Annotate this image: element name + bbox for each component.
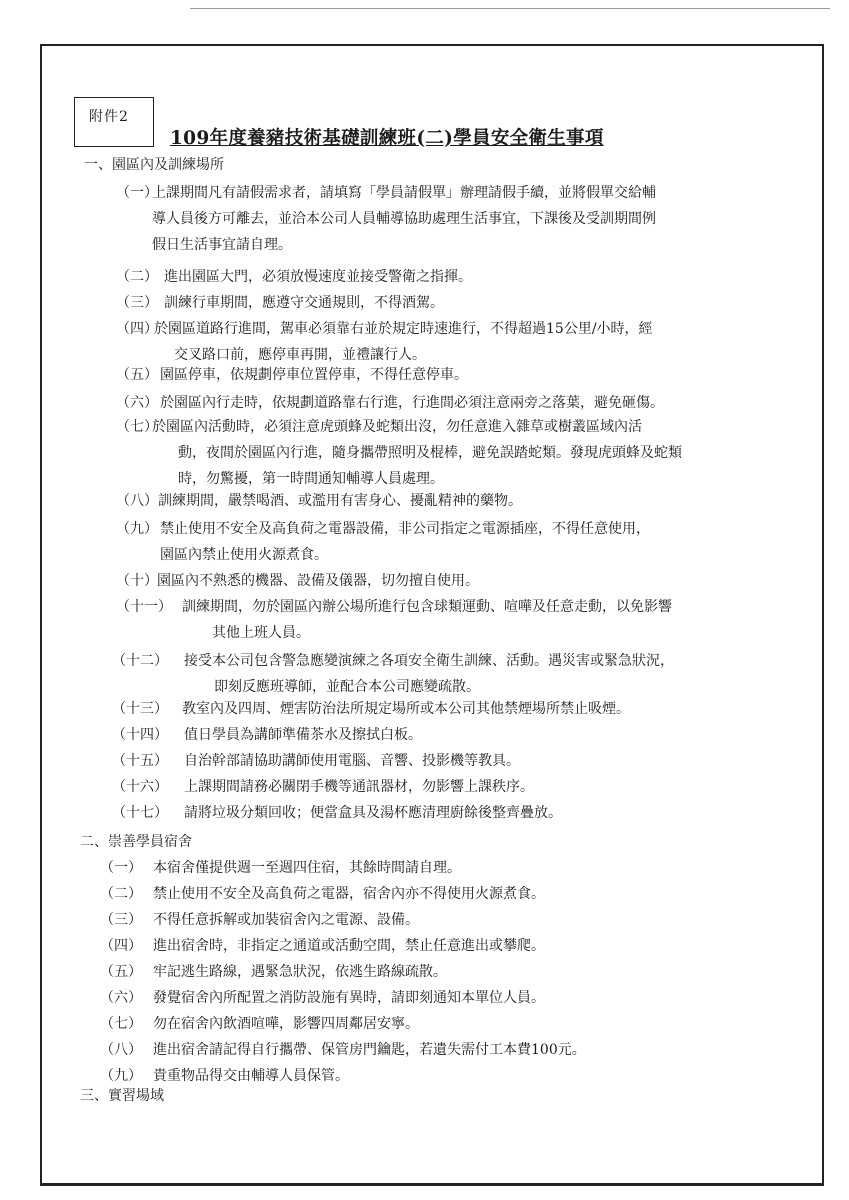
list-item-number: （十四） [112,727,168,743]
list-item-text: 其他上班人員。 [212,625,310,641]
list-item-number: （九） [100,1068,142,1084]
list-item-number: （四） [116,321,158,337]
list-item-text: 值日學員為講師準備茶水及擦拭白板。 [184,727,422,743]
list-item-text: 勿在宿舍內飲酒喧嘩，影響四周鄰居安寧。 [153,1016,419,1032]
list-item-text: 牢記逃生路線，遇緊急狀況，依逃生路線疏散。 [153,964,447,980]
list-item-text: 本宿舍僅提供週一至週四住宿，其餘時間請自理。 [153,860,461,876]
list-item-number: （七） [116,419,158,435]
list-item-number: （十三） [112,701,168,717]
list-item-number: （七） [100,1016,142,1032]
list-item-text: 禁止使用不安全及高負荷之電器，宿舍內亦不得使用火源煮食。 [153,886,545,902]
list-item-text: 交叉路口前，應停車再開，並禮讓行人。 [174,347,426,363]
list-item-number: （十） [116,573,158,589]
section-heading: 一、園區內及訓練場所 [84,157,224,173]
list-item-number: （六） [100,990,142,1006]
list-item-text: 上課期間凡有請假需求者，請填寫「學員請假單」辦理請假手續，並將假單交給輔 [152,185,656,201]
list-item-number: （一） [100,860,142,876]
list-item-number: （四） [100,938,142,954]
list-item-text: 園區內不熟悉的機器、設備及儀器，切勿擅自使用。 [157,573,479,589]
list-item-number: （五） [100,964,142,980]
list-item-number: （十一） [116,599,172,615]
list-item-number: （六） [116,395,158,411]
list-item-text: 上課期間請務必關閉手機等通訊器材，勿影響上課秩序。 [184,779,534,795]
list-item-text: 訓練期間，嚴禁喝酒、或濫用有害身心、擾亂精神的藥物。 [158,493,522,509]
list-item-text: 禁止使用不安全及高負荷之電器設備，非公司指定之電源插座，不得任意使用， [160,521,650,537]
list-item-number: （十六） [112,779,168,795]
list-item-text: 於園區內行走時，依規劃道路靠右行進，行進間必須注意兩旁之落葉，避免砸傷。 [160,395,664,411]
attachment-label: 附件2 [74,97,154,147]
list-item-text: 進出園區大門，必須放慢速度並接受警衛之指揮。 [164,269,472,285]
list-item-text: 貴重物品得交由輔導人員保管。 [153,1068,349,1084]
list-item-text: 請將垃圾分類回收；便當盒具及湯杯應清理廚餘後整齊疊放。 [184,805,562,821]
list-item-text: 訓練期間，勿於園區內辦公場所進行包含球類運動、喧嘩及任意走動，以免影響 [182,599,672,615]
list-item-text: 訓練行車期間，應遵守交通規則，不得酒駕。 [164,295,444,311]
list-item-number: （一） [116,185,158,201]
list-item-number: （三） [116,295,158,311]
list-item-text: 自治幹部請協助講師使用電腦、音響、投影機等教具。 [184,753,520,769]
list-item-text: 進出宿舍時，非指定之通道或活動空間，禁止任意進出或攀爬。 [153,938,545,954]
list-item-number: （十七） [112,805,168,821]
list-item-text: 園區停車，依規劃停車位置停車，不得任意停車。 [160,367,468,383]
list-item-text: 動，夜間於園區內行進，隨身攜帶照明及棍棒，避免誤踏蛇類。發現虎頭蜂及蛇類 [178,445,682,461]
list-item-text: 接受本公司包含警急應變演練之各項安全衛生訓練、活動。遇災害或緊急狀況， [184,653,674,669]
list-item-number: （九） [116,521,158,537]
list-item-text: 進出宿舍請記得自行攜帶、保管房門鑰匙，若遺失需付工本費100元。 [153,1042,586,1058]
list-item-text: 發覺宿舍內所配置之消防設施有異時，請即刻通知本單位人員。 [153,990,545,1006]
list-item-number: （五） [116,367,158,383]
document-title: 109年度養豬技術基礎訓練班(二)學員安全衛生事項 [170,128,604,149]
list-item-text: 教室內及四周、煙害防治法所規定場所或本公司其他禁煙場所禁止吸煙。 [182,701,630,717]
list-item-text: 時，勿驚擾，第一時間通知輔導人員處理。 [178,471,444,487]
list-item-text: 假日生活事宜請自理。 [152,237,292,253]
list-item-number: （二） [100,886,142,902]
list-item-number: （八） [116,493,158,509]
list-item-number: （十二） [112,653,168,669]
list-item-text: 於園區道路行進間，駕車必須靠右並於規定時速進行，不得超過15公里/小時，經 [154,321,653,337]
section-heading: 三、實習場域 [80,1088,164,1104]
section-heading: 二、崇善學員宿舍 [80,834,192,850]
list-item-number: （二） [116,269,158,285]
list-item-number: （三） [100,912,142,928]
list-item-text: 園區內禁止使用火源煮食。 [160,547,328,563]
list-item-text: 不得任意拆解或加裝宿舍內之電源、設備。 [153,912,419,928]
list-item-text: 於園區內活動時，必須注意虎頭蜂及蛇類出沒，勿任意進入雜草或樹叢區域內活 [152,419,642,435]
list-item-text: 即刻反應班導師，並配合本公司應變疏散。 [214,679,480,695]
scan-edge-line [190,8,830,9]
list-item-number: （八） [100,1042,142,1058]
list-item-text: 導人員後方可離去，並洽本公司人員輔導協助處理生活事宜，下課後及受訓期間例 [152,211,656,227]
list-item-number: （十五） [112,753,168,769]
